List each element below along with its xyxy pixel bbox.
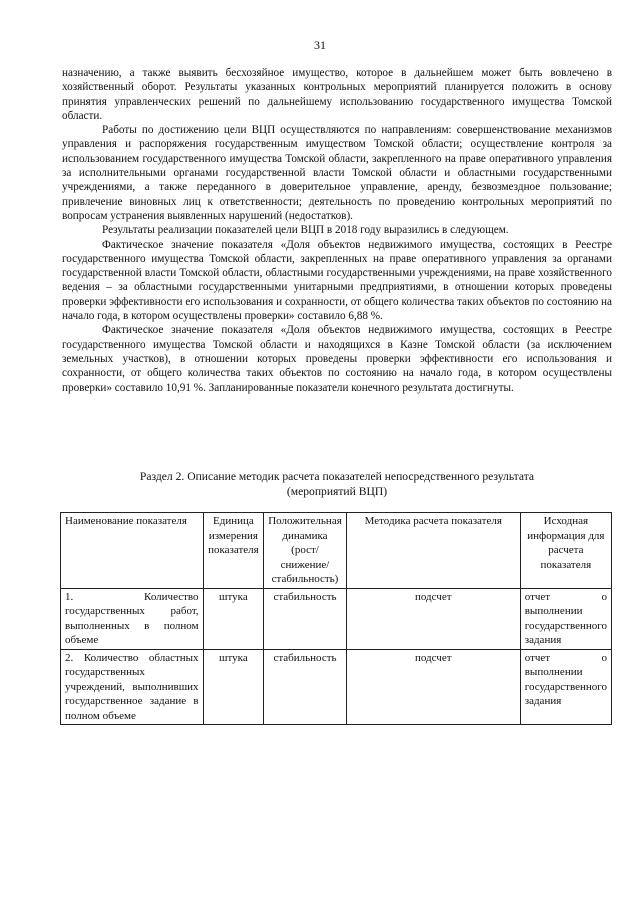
cell-unit: штука <box>203 649 264 725</box>
page-number: 31 <box>314 38 326 52</box>
header-method: Методика расчета показателя <box>346 513 520 589</box>
section-title-line-2: (мероприятий ВЦП) <box>286 485 388 498</box>
body-text <box>62 66 612 395</box>
cell-dynamics: стабильность <box>264 588 347 649</box>
header-source: Исходная информация для расчета показателя <box>520 513 611 589</box>
cell-method: подсчет <box>346 588 520 649</box>
header-dynamics: Положительная динамика (рост/снижение/стабильность) <box>264 513 347 589</box>
paragraph-continuation: назначению, а также выявить бесхозяйное имущество, которое в дальнейшем может быть вовлечено в хозяйственный оборот. Результаты указанных контрольных мероприятий планируется положить в основу принятия управленческих решений по дальнейшему использованию государственного имущества Томской области. <box>62 67 612 122</box>
header-indicator-name: Наименование показателя <box>61 513 204 589</box>
table-row <box>61 649 612 725</box>
header-unit: Единица измерения показателя <box>203 513 264 589</box>
paragraph-results-intro: Результаты реализации показателей цели ВЦП в 2018 году выразились в следующем. <box>102 224 509 237</box>
cell-indicator-name: 2. Количество областных государственных учреждений, выполнивших государственное задание в полном объеме <box>61 649 204 725</box>
paragraph-indicator-1: Фактическое значение показателя «Доля объектов недвижимого имущества, состоящих в Реестре государственного имущества Томской области, закрепленных на праве оперативного управления за органами государственной власти Томской области, областными государственными учреждениями, на праве хозяйственного ведения – за областными государственными унитарными предприятиями, в отношении которых проведены проверки эффективности его использования и сохранности, от общего количества таких объектов по состоянию на начало года, в котором осуществлены проверки» составило 6,88 %. <box>62 238 612 323</box>
paragraph-indicator-2: Фактическое значение показателя «Доля объектов недвижимого имущества, состоящих в Реестре государственного имущества Томской области и находящихся в Казне Томской области (за исключением земельных участков), в отношении которых проведены проверки эффективности его использования и сохранности, от общего количества таких объектов по состоянию на начало года, в котором осуществлены проверки» составило 10,91 %. Запланированные показатели конечного результата достигнуты. <box>62 324 612 394</box>
cell-indicator-name: 1. Количество государственных работ, выполненных в полном объеме <box>61 588 204 649</box>
indicators-table <box>60 512 612 725</box>
section-title-line-1: Раздел 2. Описание методик расчета показателей непосредственного результата <box>139 470 535 483</box>
paragraph-directions: Работы по достижению цели ВЦП осуществляются по направлениям: совершенствование механизмов управления и распоряжения государственным имуществом Томской области; осуществление контроля за использованием государственного имущества Томской области, закрепленного на праве оперативного управления за исполнительными органами государственной власти Томской области и областными государственными учреждениями, а также переданного в доверительное управление, аренду, безвозмездное пользование; привлечение виновных лиц к ответственности; деятельность по проведению контрольных мероприятий по вопросам устранения выявленных нарушений (недостатков). <box>62 124 612 222</box>
cell-method: подсчет <box>346 649 520 725</box>
table-row <box>61 588 612 649</box>
cell-source: отчет о выполнении государственного задания <box>520 588 611 649</box>
table-header-row <box>61 513 612 589</box>
cell-dynamics: стабильность <box>264 649 347 725</box>
cell-source: отчет о выполнении государственного задания <box>520 649 611 725</box>
cell-unit: штука <box>203 588 264 649</box>
section-title <box>62 469 612 499</box>
